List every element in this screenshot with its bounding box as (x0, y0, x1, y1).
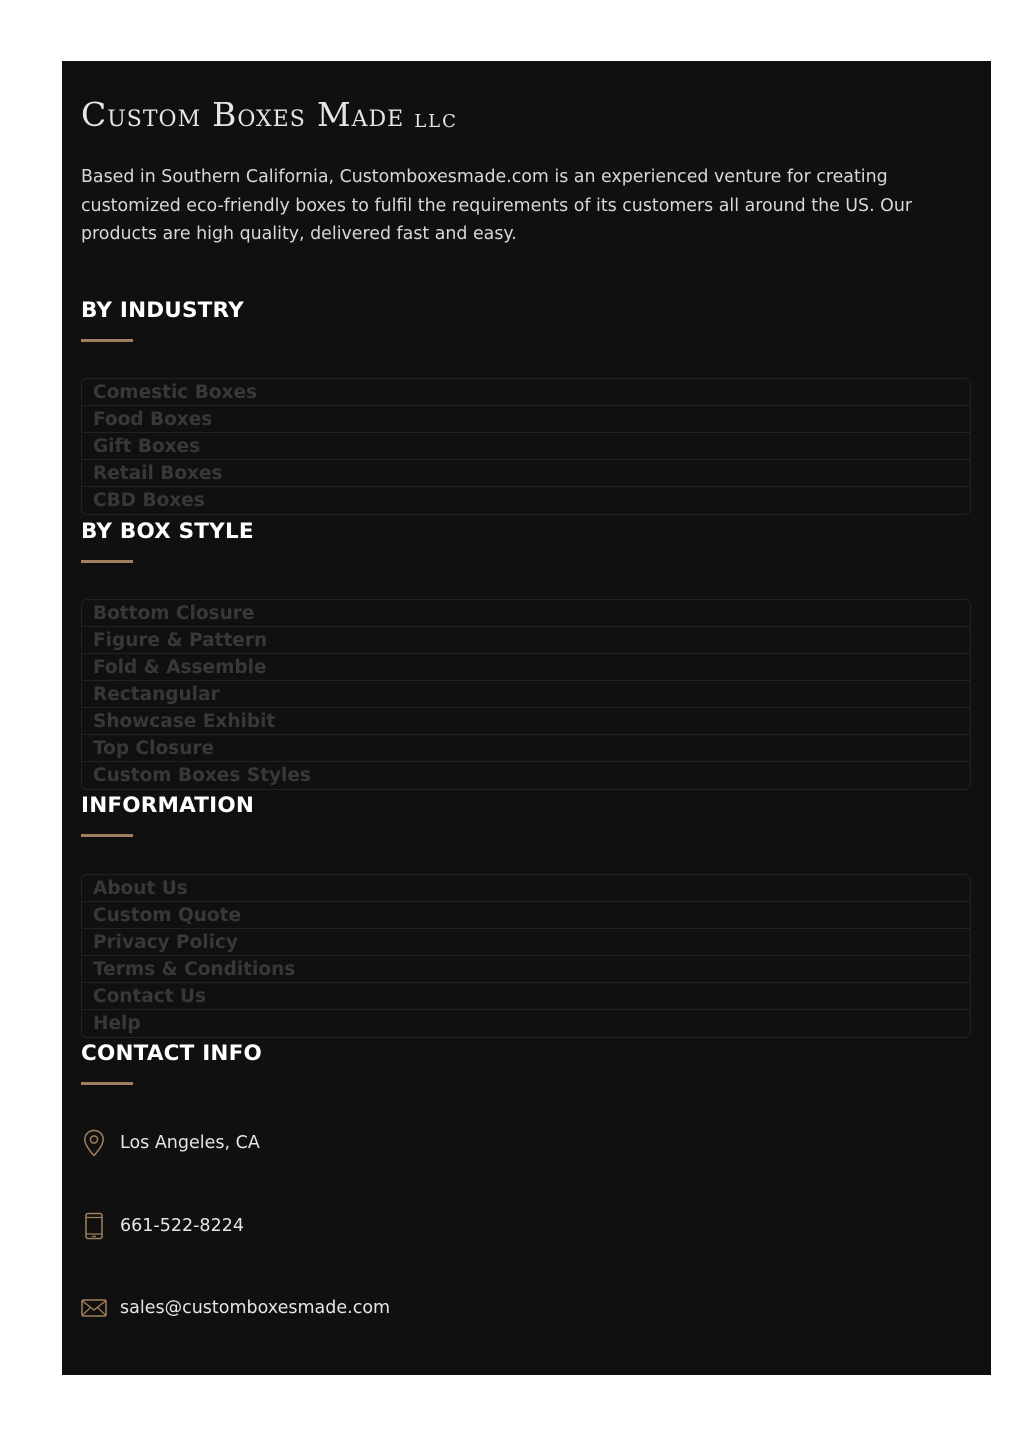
information-heading-underline (81, 834, 133, 837)
information-link-help[interactable]: Help (93, 1013, 141, 1034)
industry-heading-underline (81, 339, 133, 342)
box-style-link-showcase-exhibit[interactable]: Showcase Exhibit (82, 708, 970, 735)
information-link-custom-quote[interactable]: Custom Quote (82, 902, 970, 929)
industry-link-cbd-boxes[interactable]: CBD Boxes (93, 490, 205, 511)
information-link-terms-conditions[interactable]: Terms & Conditions (82, 956, 970, 983)
contact-email-text: sales@customboxesmade.com (120, 1298, 391, 1318)
box-style-link-custom-boxes-styles[interactable]: Custom Boxes Styles (93, 765, 311, 786)
information-link-privacy-policy[interactable]: Privacy Policy (82, 929, 970, 956)
site-footer (62, 61, 991, 1375)
information-heading: INFORMATION (81, 793, 255, 818)
box-style-links (81, 599, 971, 790)
contact-location-text: Los Angeles, CA (120, 1133, 260, 1153)
information-link-about-us[interactable]: About Us (82, 875, 970, 902)
box-style-heading-underline (81, 560, 133, 563)
contact-email[interactable] (81, 1293, 390, 1323)
logo-word-rest: USTOM (107, 107, 202, 132)
industry-heading: BY INDUSTRY (81, 298, 244, 323)
logo-letter: M (316, 95, 352, 134)
box-style-link-fold-assemble[interactable]: Fold & Assemble (82, 654, 970, 681)
brand-logo[interactable] (81, 95, 458, 134)
industry-link-gift-boxes[interactable]: Gift Boxes (82, 433, 970, 460)
information-link-contact-us[interactable]: Contact Us (82, 983, 970, 1010)
map-pin-icon (81, 1129, 107, 1157)
industry-link-retail-boxes[interactable]: Retail Boxes (82, 460, 970, 487)
box-style-link-rectangular[interactable]: Rectangular (82, 681, 970, 708)
logo-word-rest: ADE (351, 107, 405, 132)
logo-letter: C (81, 95, 108, 134)
box-style-link-figure-pattern[interactable]: Figure & Pattern (82, 627, 970, 654)
box-style-link-top-closure[interactable]: Top Closure (82, 735, 970, 762)
box-style-heading: BY BOX STYLE (81, 519, 254, 544)
industry-links (81, 378, 971, 515)
logo-letter: B (212, 95, 238, 134)
logo-word-rest: OXES (237, 107, 306, 132)
contact-phone[interactable] (81, 1211, 244, 1241)
contact-location (81, 1128, 260, 1158)
envelope-icon (81, 1294, 107, 1322)
contact-phone-text: 661-522-8224 (120, 1216, 244, 1236)
logo-llc: LLC (414, 111, 458, 132)
information-links (81, 874, 971, 1038)
industry-link-cosmetic-boxes[interactable]: Comestic Boxes (82, 379, 970, 406)
industry-link-food-boxes[interactable]: Food Boxes (82, 406, 970, 433)
box-style-link-bottom-closure[interactable]: Bottom Closure (82, 600, 970, 627)
mobile-phone-icon (81, 1212, 107, 1240)
about-description: Based in Southern California, Customboxesmade.com is an experienced venture for creating customized eco-friendly boxes to fulfil the requirements of its customers all around the US. Our products are high quality, delivered fast and easy. (81, 167, 912, 244)
contact-heading: CONTACT INFO (81, 1041, 262, 1066)
contact-heading-underline (81, 1082, 133, 1085)
